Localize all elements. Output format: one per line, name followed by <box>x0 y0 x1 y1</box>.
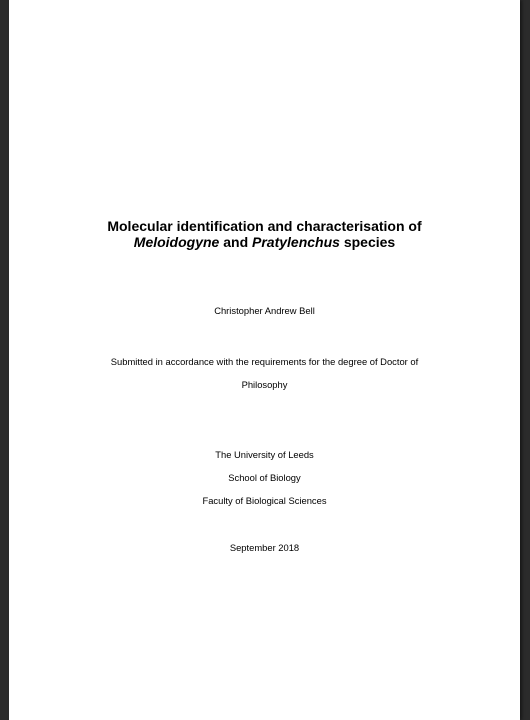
title-conjunction: and <box>223 234 249 250</box>
faculty-name: Faculty of Biological Sciences <box>202 495 327 506</box>
university-name: The University of Leeds <box>215 449 314 460</box>
school-name: School of Biology <box>228 472 301 483</box>
genus-pratylenchus: Pratylenchus <box>252 234 340 250</box>
author-name: Christopher Andrew Bell <box>214 305 315 316</box>
thesis-title-line-1: Molecular identification and characterisation of <box>107 218 422 234</box>
thesis-title-line-2 <box>9 234 520 251</box>
submission-date: September 2018 <box>229 542 300 553</box>
submission-statement-line-1: Submitted in accordance with the requirements for the degree of Doctor of <box>110 356 419 367</box>
genus-meloidogyne: Meloidogyne <box>133 234 220 250</box>
title-tail: species <box>343 234 396 250</box>
submission-statement-line-2: Philosophy <box>241 379 288 390</box>
document-page <box>9 0 520 720</box>
